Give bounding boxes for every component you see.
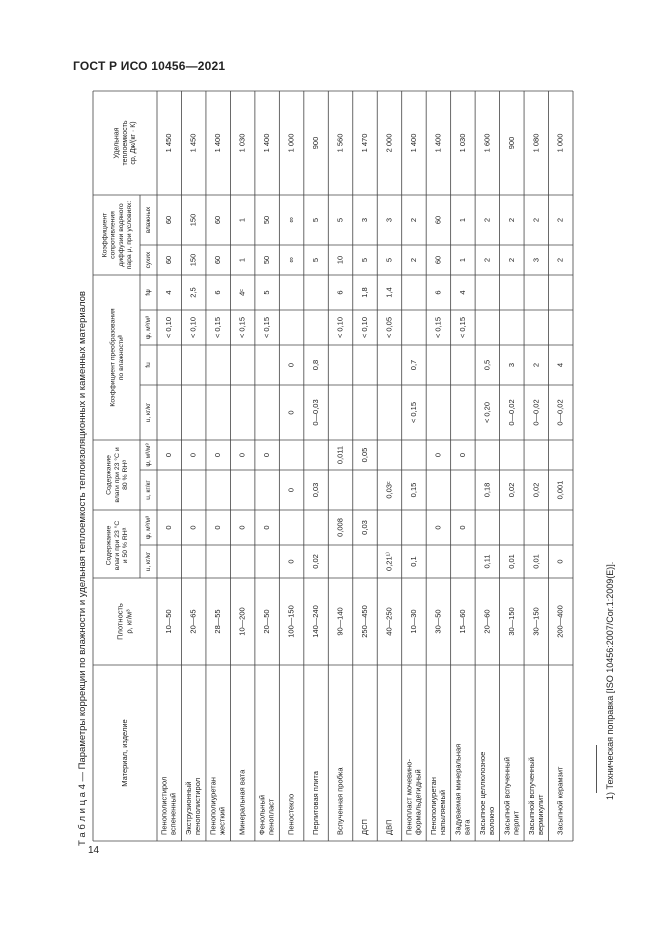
cell-mu-wet: 1 <box>457 217 467 223</box>
cell-uconv: 0—0,03 <box>311 399 321 426</box>
cell-mu-dry: 2 <box>506 257 516 263</box>
cell-fu: 4 <box>555 362 565 368</box>
cell-psiconv: < 0,15 <box>237 316 247 339</box>
cell-material: Перлитовая плита <box>311 771 321 835</box>
cell-psi50: 0 <box>262 525 272 530</box>
cell-fu: 0 <box>286 362 296 368</box>
cell-mu-wet: ∞ <box>286 217 296 223</box>
cell-psi80: 0,011 <box>335 445 345 465</box>
header-moisture-50: Содержание <box>105 525 113 566</box>
cell-fpsi: 5 <box>262 290 272 295</box>
cell-material: жесткий <box>217 806 227 835</box>
subheader-psi: ψ, м³/м³ <box>145 443 153 467</box>
cell-mu-wet: 2 <box>408 217 418 223</box>
subheader-psi: ψ, м³/м³ <box>145 315 153 340</box>
cell-density: 30—150 <box>531 607 541 636</box>
cell-mu-wet: 60 <box>164 215 174 225</box>
cell-material: пенополистирол <box>193 777 203 835</box>
cell-mu-dry: 2 <box>482 257 492 263</box>
cell-cp: 1 400 <box>433 133 443 153</box>
cell-cp: 2 000 <box>384 133 394 153</box>
subheader-u: u, кг/кг <box>145 480 153 500</box>
cell-fu: 3 <box>506 362 516 368</box>
cell-mu-dry: 2 <box>555 257 565 263</box>
cell-density: 20—50 <box>262 609 272 634</box>
cell-psi50: 0 <box>433 525 443 530</box>
cell-mu-dry: 60 <box>213 255 223 265</box>
subheader-psi: ψ, м³/м³ <box>145 515 153 540</box>
cell-fpsi: 6 <box>433 290 443 295</box>
cell-material: пенопласт <box>266 798 276 835</box>
cell-mu-dry: 2 <box>408 257 418 263</box>
cell-u50: 0,02 <box>311 554 321 569</box>
cell-cp: 1 400 <box>213 133 223 153</box>
cell-density: 20—60 <box>482 609 492 634</box>
cell-mu-dry: 150 <box>188 253 198 267</box>
cell-mu-dry: 3 <box>531 257 541 263</box>
cell-cp: 1 400 <box>408 133 418 153</box>
cell-mu-dry: 1 <box>457 257 467 263</box>
subheader-u: u, кг/кг <box>145 402 153 423</box>
header-mu: диффузии водяного <box>117 203 125 267</box>
header-moisture-80: 80 % RHᵃ <box>121 460 129 490</box>
cell-cp: 1 450 <box>164 133 174 153</box>
header-cp: Удельная <box>113 127 121 159</box>
cell-psi80: 0 <box>188 452 198 458</box>
cell-psi50: 0 <box>188 525 198 530</box>
cell-mu-dry: ∞ <box>286 257 296 263</box>
header-density: Плотность <box>115 603 125 640</box>
cell-density: 200—400 <box>555 605 565 638</box>
cell-psiconv: < 0,10 <box>359 316 369 339</box>
cell-u50: 0,11 <box>482 554 492 569</box>
cell-cp: 900 <box>311 136 321 150</box>
cell-material: Минеральная вата <box>237 769 247 835</box>
header-conversion: по влажностиᵇ <box>117 334 125 381</box>
cell-density: 15—60 <box>457 609 467 634</box>
cell-psi50: 0 <box>237 525 247 530</box>
cell-material: Пеностекло <box>286 793 296 835</box>
cell-u50: 0,01 <box>531 554 541 569</box>
cell-cp: 1 000 <box>286 133 296 153</box>
cell-fu: 0,5 <box>482 359 492 371</box>
cell-material: Пенополистирол <box>159 776 169 835</box>
cell-u80: 0,001 <box>555 480 565 500</box>
cell-material: Засыпной вспученный <box>526 757 536 835</box>
footnote: 1) Техническая поправка [ISO 10456:2007/Cor.1:2009(E)]. <box>605 561 615 800</box>
cell-density: 40—250 <box>384 607 394 636</box>
cell-material: волокно <box>486 806 496 835</box>
cell-psi80: 0 <box>457 452 467 458</box>
cell-mu-wet: 5 <box>311 217 321 223</box>
cell-psiconv: < 0,10 <box>188 316 198 339</box>
cell-mu-wet: 50 <box>262 215 272 225</box>
cell-density: 90—140 <box>335 607 345 636</box>
table-caption: Т а б л и ц а 4 — Параметры коррекции по влажности и удельная теплоемкость теплоизоляционных и каменных материалов <box>77 291 88 846</box>
cell-cp: 1 030 <box>237 133 247 153</box>
header-mu: пара μ, при условиях: <box>126 200 134 270</box>
cell-density: 30—150 <box>506 607 516 636</box>
cell-material: вспененный <box>168 792 178 835</box>
cell-u50: 0 <box>286 559 296 564</box>
cell-mu-wet: 3 <box>384 217 394 223</box>
cell-uconv: < 0,20 <box>482 401 492 424</box>
cell-psi80: 0 <box>164 452 174 458</box>
cell-material: Пенополиуретан <box>428 777 438 835</box>
cell-cp: 1 400 <box>262 133 272 153</box>
cell-psi50: 0,008 <box>335 518 345 537</box>
header-moisture-50: влаги при 23 °С <box>113 520 121 571</box>
cell-density: 10—50 <box>164 609 174 634</box>
cell-mu-dry: 50 <box>262 255 272 265</box>
cell-fpsi: 4 <box>457 290 467 295</box>
cell-cp: 1 600 <box>482 133 492 153</box>
cell-material: напыляемый <box>437 789 447 835</box>
moisture-parameters-table <box>93 91 573 841</box>
header-mu: сопротивления <box>109 211 117 259</box>
cell-mu-wet: 60 <box>433 215 443 225</box>
cell-density: 250—450 <box>359 605 369 638</box>
cell-psi80: 0 <box>262 452 272 458</box>
cell-fu: 2 <box>531 362 541 368</box>
cell-fu: 0,8 <box>311 359 321 371</box>
cell-psi80: 0,05 <box>359 447 369 463</box>
cell-mu-dry: 60 <box>164 255 174 265</box>
cell-density: 20—65 <box>188 609 198 634</box>
cell-density: 30—50 <box>433 609 443 634</box>
subheader-fpsi: fψ <box>145 289 153 296</box>
cell-cp: 1 470 <box>359 133 369 153</box>
cell-psi80: 0 <box>237 452 247 458</box>
subheader-wet: влажных <box>145 206 153 234</box>
cell-mu-wet: 3 <box>359 217 369 223</box>
cell-psi50: 0,03 <box>359 520 369 535</box>
cell-density: 140—240 <box>311 605 321 638</box>
cell-fpsi: 1,4 <box>384 287 394 298</box>
cell-material: Засыпной керамзит <box>555 766 565 835</box>
header-cp: cp, Дж/(кг · К) <box>130 121 138 165</box>
cell-density: 10—200 <box>237 607 247 636</box>
cell-mu-dry: 5 <box>384 257 394 263</box>
cell-psiconv: < 0,10 <box>335 316 345 339</box>
cell-psi50: 0 <box>457 525 467 530</box>
subheader-dry: сухих <box>145 251 153 269</box>
header-moisture-50: и 50 % RHᵃ <box>121 527 129 564</box>
cell-density: 100—150 <box>286 605 296 638</box>
cell-mu-dry: 60 <box>433 255 443 265</box>
cell-material: ДСП <box>359 819 369 835</box>
cell-u50: 0,1 <box>408 556 418 567</box>
cell-fpsi: 6 <box>335 290 345 295</box>
cell-u50: 0,21¹⁾ <box>384 552 394 571</box>
cell-fpsi: 6 <box>213 290 223 295</box>
cell-u80: 0,02 <box>506 482 516 498</box>
cell-u80: 0,02 <box>531 482 541 498</box>
cell-mu-dry: 1 <box>237 257 247 263</box>
document-header: ГОСТ Р ИСО 10456—2021 <box>73 59 226 73</box>
cell-mu-wet: 2 <box>506 217 516 223</box>
cell-u80: 0,03 <box>311 482 321 498</box>
cell-fu: 0,7 <box>408 359 418 371</box>
header-density: ρ, кг/м³ <box>124 609 134 634</box>
cell-fpsi: 4ᶜ <box>237 289 247 296</box>
cell-psiconv: < 0,15 <box>213 316 223 339</box>
cell-psiconv: < 0,05 <box>384 316 394 339</box>
cell-material: Фенольный <box>257 794 267 835</box>
cell-mu-wet: 2 <box>482 217 492 223</box>
header-conversion: Коэффициент преобразования <box>109 308 117 407</box>
cell-uconv: < 0,15 <box>408 401 418 424</box>
cell-mu-dry: 10 <box>335 255 345 265</box>
cell-psiconv: < 0,15 <box>262 316 272 339</box>
cell-uconv: 0—0,02 <box>506 399 516 426</box>
cell-material: ДВП <box>384 819 394 835</box>
cell-mu-wet: 150 <box>188 213 198 227</box>
cell-u80: 0,03ᶜ <box>384 481 394 499</box>
cell-cp: 1 560 <box>335 133 345 153</box>
cell-mu-wet: 2 <box>531 217 541 223</box>
page-number: 14 <box>88 845 100 856</box>
cell-material: формальдегидный <box>413 769 423 835</box>
cell-material: Задуваемая минеральная <box>453 743 463 835</box>
cell-material: вата <box>462 819 472 835</box>
cell-psi50: 0 <box>213 525 223 530</box>
cell-psiconv: < 0,15 <box>433 316 443 339</box>
subheader-u: u, кг/кг <box>145 551 153 572</box>
cell-cp: 900 <box>506 136 516 150</box>
cell-mu-dry: 5 <box>311 257 321 263</box>
cell-mu-wet: 1 <box>237 217 247 223</box>
cell-cp: 1 080 <box>531 133 541 153</box>
cell-mu-wet: 5 <box>335 217 345 223</box>
header-cp: теплоемкость <box>121 120 129 166</box>
cell-uconv: 0—0,02 <box>555 399 565 426</box>
cell-cp: 1 450 <box>188 133 198 153</box>
cell-mu-dry: 5 <box>359 257 369 263</box>
subheader-fu: fu <box>145 362 153 368</box>
cell-material: Засыпное целлюлозное <box>477 751 487 835</box>
cell-psi80: 0 <box>433 452 443 458</box>
cell-cp: 1 030 <box>457 133 467 153</box>
header-moisture-80: влаги при 23 °С и <box>113 447 121 503</box>
cell-psi80: 0 <box>213 452 223 458</box>
cell-material: Пенополиуретан <box>208 777 218 835</box>
cell-uconv: 0—0,02 <box>531 399 541 426</box>
footnote-rule <box>596 745 597 793</box>
cell-material: Вспученная пробка <box>335 767 345 835</box>
cell-fpsi: 2,5 <box>188 287 198 298</box>
cell-material: Пенопласт мочевино- <box>404 759 414 835</box>
cell-mu-wet: 60 <box>213 215 223 225</box>
cell-psiconv: < 0,10 <box>164 316 174 339</box>
cell-mu-wet: 2 <box>555 217 565 223</box>
cell-cp: 1 000 <box>555 133 565 153</box>
header-material: Материал, изделие <box>119 719 129 787</box>
cell-u80: 0 <box>286 487 296 493</box>
cell-material: вермикулит <box>535 794 545 835</box>
header-moisture-80: Содержание <box>105 455 113 495</box>
cell-fpsi: 4 <box>164 290 174 295</box>
cell-material: перлит <box>511 810 521 835</box>
cell-material: Экструзионный <box>184 781 194 835</box>
header-mu: Коэффициент <box>101 212 109 258</box>
cell-fpsi: 1,8 <box>359 287 369 298</box>
cell-density: 28—55 <box>213 609 223 634</box>
cell-u80: 0,15 <box>408 482 418 498</box>
cell-u80: 0,18 <box>482 482 492 498</box>
cell-uconv: 0 <box>286 410 296 415</box>
cell-psiconv: < 0,15 <box>457 316 467 339</box>
cell-u50: 0,01 <box>506 554 516 569</box>
cell-density: 10—30 <box>408 609 418 634</box>
cell-u50: 0 <box>555 559 565 564</box>
cell-material: Засыпной вспученный <box>502 757 512 835</box>
cell-psi50: 0 <box>164 525 174 530</box>
